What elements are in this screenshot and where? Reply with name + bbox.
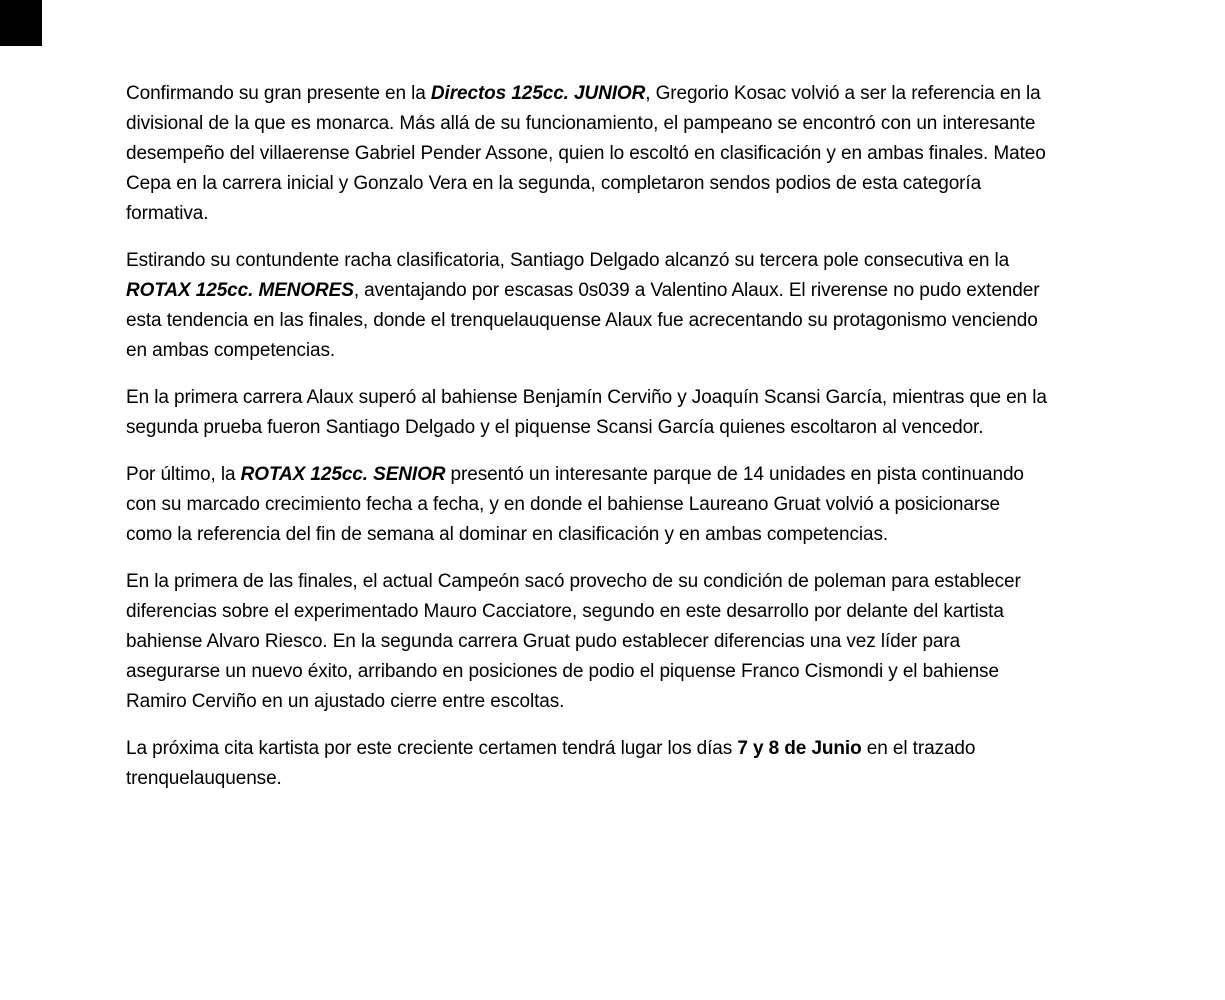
paragraph [126,734,1048,794]
paragraph [126,460,1048,550]
text-run: presentó un interesante parque de 14 unidades en pista continuando con su marcado crecimiento fecha a fecha, y en donde el bahiense Laureano Gruat volvió a posicionarse como la referencia del fin de semana al dominar en clasificación y en ambas competencias. [126,464,1024,545]
text-run: En la primera de las finales, el actual Campeón sacó provecho de su condición de poleman para establecer diferencias sobre el experimentado Mauro Cacciatore, segundo en este desarrollo por delante del kartista bahiense Alvaro Riesco. En la segunda carrera Gruat pudo establecer diferencias una vez líder para asegurarse un nuevo éxito, arribando en posiciones de podio el piquense Franco Cismondi y el bahiense Ramiro Cerviño en un ajustado cierre entre escoltas. [126,571,1021,712]
emphasis-run: 7 y 8 de Junio [737,738,862,759]
corner-mark [0,0,42,46]
text-run: Por último, la [126,464,241,485]
text-run: En la primera carrera Alaux superó al bahiense Benjamín Cerviño y Joaquín Scansi García, mientras que en la segunda prueba fueron Santiago Delgado y el piquense Scansi García quienes escoltaron al vencedor. [126,387,1047,438]
text-run: La próxima cita kartista por este creciente certamen tendrá lugar los días [126,738,738,759]
text-run: Estirando su contundente racha clasificatoria, Santiago Delgado alcanzó su tercera pole consecutiva en la [126,250,1010,271]
paragraph [126,383,1048,443]
text-run: Confirmando su gran presente en la [126,83,431,104]
emphasis-run: Directos 125cc. JUNIOR [430,83,646,104]
paragraph [126,246,1048,366]
text-run: , Gregorio Kosac volvió a ser la referencia en la divisional de la que es monarca. Más allá de su funcionamiento, el pampeano se encontró con un interesante desempeño del villaerense Gabriel Pender Assone, quien lo escoltó en clasificación y en ambas finales. Mateo Cepa en la carrera inicial y Gonzalo Vera en la segunda, completaron sendos podios de esta categoría formativa. [126,83,1046,224]
text-run: , aventajando por escasas 0s039 a Valentino Alaux. El riverense no pudo extender esta tendencia en las finales, donde el trenquelauquense Alaux fue acrecentando su protagonismo venciendo en ambas competencias. [126,280,1040,361]
emphasis-run: ROTAX 125cc. MENORES [126,280,354,301]
document-body [126,79,1048,811]
emphasis-run: ROTAX 125cc. SENIOR [240,464,446,485]
paragraph [126,79,1048,229]
paragraph [126,567,1048,717]
text-run: en el trazado trenquelauquense. [126,738,976,789]
